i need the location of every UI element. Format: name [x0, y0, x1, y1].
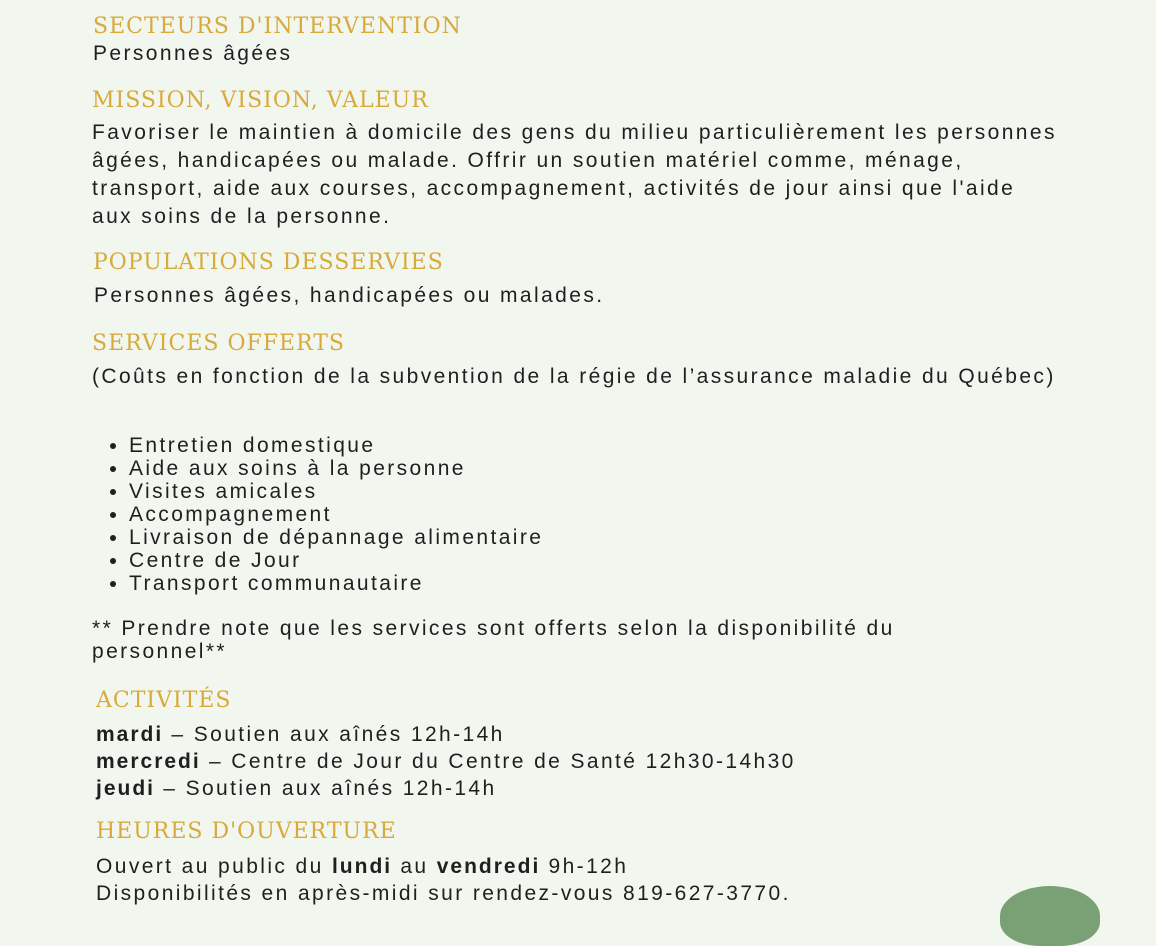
- hours-line-2: Disponibilités en après-midi sur rendez-vous 819-627-3770.: [96, 882, 791, 905]
- hours-mid: au: [392, 855, 437, 878]
- hours-day-start: lundi: [331, 855, 393, 878]
- activity-desc: – Soutien aux aînés 12h-14h: [155, 777, 497, 800]
- heading-services: SERVICES OFFERTS: [92, 331, 345, 356]
- activity-row: [96, 721, 505, 748]
- activity-desc: – Soutien aux aînés 12h-14h: [163, 723, 505, 746]
- hours-prefix: Ouvert au public du: [96, 855, 332, 878]
- activity-day: jeudi: [96, 777, 156, 800]
- populations-text: Personnes âgées, handicapées ou malades.: [94, 284, 605, 307]
- heading-mission: MISSION, VISION, VALEUR: [92, 88, 429, 113]
- list-item: • Livraison de dépannage alimentaire: [129, 526, 543, 549]
- decorative-plant-shape: [1000, 886, 1100, 946]
- activity-day: mardi: [96, 723, 164, 746]
- hours-line-1: [96, 853, 628, 880]
- heading-secteurs: SECTEURS D'INTERVENTION: [93, 14, 462, 39]
- mission-text: Favoriser le maintien à domicile des gens du milieu particulièrement les personnes âgées, handicapées ou malade. Offrir un soutien matériel comme, ménage, transport, aide aux courses, accompagnement, activités de jour ainsi que l'aide aux soins de la personne.: [92, 121, 1057, 228]
- activity-row: [96, 748, 796, 775]
- list-item: • Transport communautaire: [129, 572, 543, 595]
- list-item: • Aide aux soins à la personne: [129, 457, 543, 480]
- activity-desc: – Centre de Jour du Centre de Santé 12h30-14h30: [200, 750, 796, 773]
- services-intro: (Coûts en fonction de la subvention de la régie de l’assurance maladie du Québec): [92, 365, 1056, 388]
- list-item: • Accompagnement: [129, 503, 543, 526]
- hours-suffix: 9h-12h: [540, 855, 629, 878]
- services-list: [92, 434, 543, 595]
- hours-day-end: vendredi: [436, 855, 541, 878]
- heading-heures: HEURES D'OUVERTURE: [96, 819, 397, 844]
- list-item: • Centre de Jour: [129, 549, 543, 572]
- list-item: • Visites amicales: [129, 480, 543, 503]
- heading-activites: ACTIVITÉS: [96, 688, 232, 713]
- list-item: • Entretien domestique: [129, 434, 543, 457]
- secteurs-text: Personnes âgées: [93, 42, 293, 65]
- activity-day: mercredi: [96, 750, 201, 773]
- services-note: ** Prendre note que les services sont offerts selon la disponibilité du personnel**: [92, 617, 895, 663]
- heading-populations: POPULATIONS DESSERVIES: [93, 250, 444, 275]
- activity-row: [96, 775, 497, 802]
